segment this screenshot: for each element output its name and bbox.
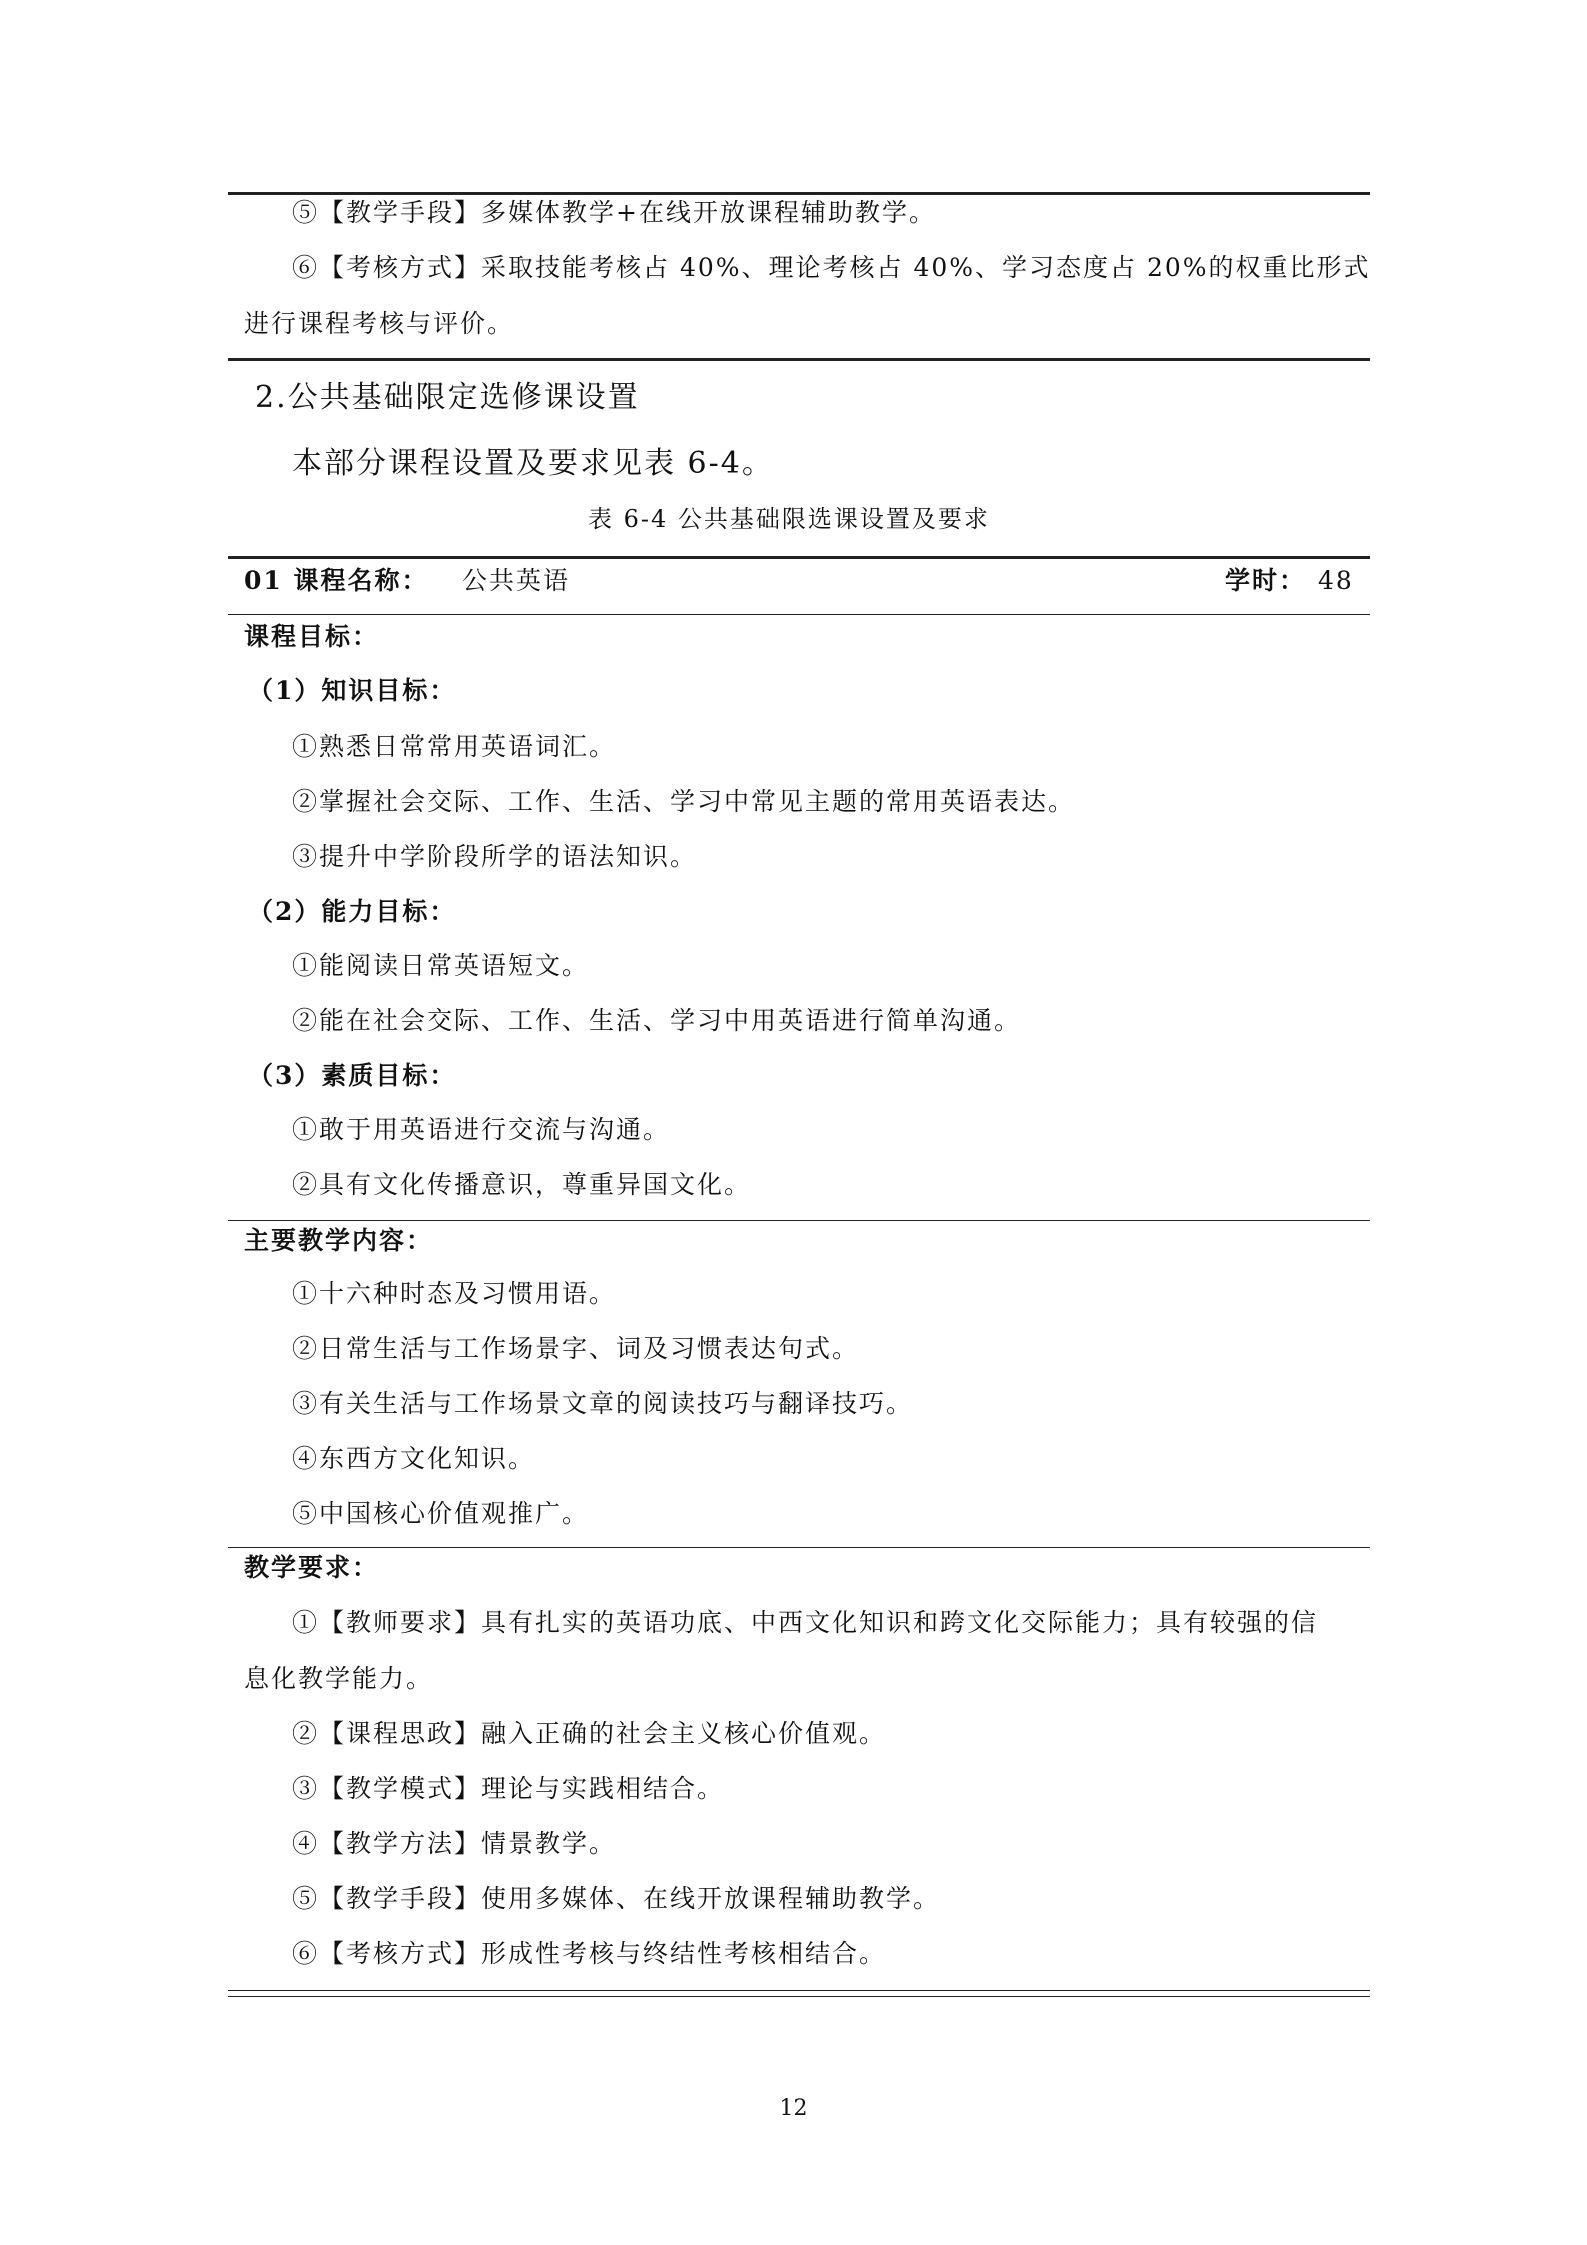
knowledge-item: ①熟悉日常常用英语词汇。 — [292, 732, 617, 761]
row-divider — [228, 1547, 1370, 1548]
requirement-item: ④【教学方法】情景教学。 — [292, 1829, 617, 1858]
content-item: ⑤中国核心价值观推广。 — [292, 1499, 590, 1528]
content-item: ③有关生活与工作场景文章的阅读技巧与翻译技巧。 — [292, 1389, 914, 1418]
content-item: ②日常生活与工作场景字、词及习惯表达句式。 — [292, 1334, 860, 1363]
requirement-item: ③【教学模式】理论与实践相结合。 — [292, 1774, 725, 1803]
quality-heading: （3）素质目标： — [248, 1061, 457, 1090]
course-name: 公共英语 — [462, 566, 571, 595]
table-6-4-top-rule — [228, 556, 1370, 559]
quality-item: ②具有文化传播意识，尊重异国文化。 — [292, 1170, 752, 1199]
table-top-rule — [228, 192, 1370, 195]
ability-item: ①能阅读日常英语短文。 — [292, 951, 590, 980]
top-item-6-line2: 进行课程考核与评价。 — [244, 309, 515, 338]
ability-heading: （2）能力目标： — [248, 897, 457, 926]
page-number: 12 — [779, 2096, 808, 2121]
content-item: ①十六种时态及习惯用语。 — [292, 1279, 617, 1308]
objectives-heading: 课程目标： — [244, 622, 380, 651]
requirement-item: ⑤【教学手段】使用多媒体、在线开放课程辅助教学。 — [292, 1884, 941, 1913]
table-6-4-bottom-rule — [228, 1990, 1370, 1997]
knowledge-item: ③提升中学阶段所学的语法知识。 — [292, 842, 698, 871]
course-hours-label: 学时： — [1225, 566, 1307, 595]
quality-item: ①敢于用英语进行交流与沟通。 — [292, 1115, 671, 1144]
table-caption: 表 6-4 公共基础限选课设置及要求 — [588, 505, 990, 533]
requirement-item-1-line1: ①【教师要求】具有扎实的英语功底、中西文化知识和跨文化交际能力；具有较强的信 — [292, 1608, 1319, 1637]
knowledge-heading: （1）知识目标： — [248, 676, 457, 705]
requirements-heading: 教学要求： — [244, 1553, 380, 1582]
row-divider — [228, 614, 1370, 615]
table-bottom-rule — [228, 358, 1370, 361]
knowledge-item: ②掌握社会交际、工作、生活、学习中常见主题的常用英语表达。 — [292, 787, 1076, 816]
requirement-item-1-line2: 息化教学能力。 — [244, 1664, 434, 1693]
course-hours: 48 — [1318, 566, 1354, 595]
course-name-label: 01 课程名称： — [244, 566, 429, 595]
content-item: ④东西方文化知识。 — [292, 1444, 536, 1473]
requirement-item: ②【课程思政】融入正确的社会主义核心价值观。 — [292, 1719, 887, 1748]
section-intro: 本部分课程设置及要求见表 6-4。 — [292, 446, 774, 481]
requirement-item: ⑥【考核方式】形成性考核与终结性考核相结合。 — [292, 1939, 887, 1968]
top-item-6-line1: ⑥【考核方式】采取技能考核占 40%、理论考核占 40%、学习态度占 20%的权重比形式 — [292, 253, 1371, 282]
section-title: 2.公共基础限定选修课设置 — [255, 380, 640, 415]
ability-item: ②能在社会交际、工作、生活、学习中用英语进行简单沟通。 — [292, 1006, 1022, 1035]
top-item-5: ⑤【教学手段】多媒体教学+在线开放课程辅助教学。 — [292, 198, 936, 227]
row-divider — [228, 1220, 1370, 1221]
content-heading: 主要教学内容： — [244, 1226, 434, 1255]
